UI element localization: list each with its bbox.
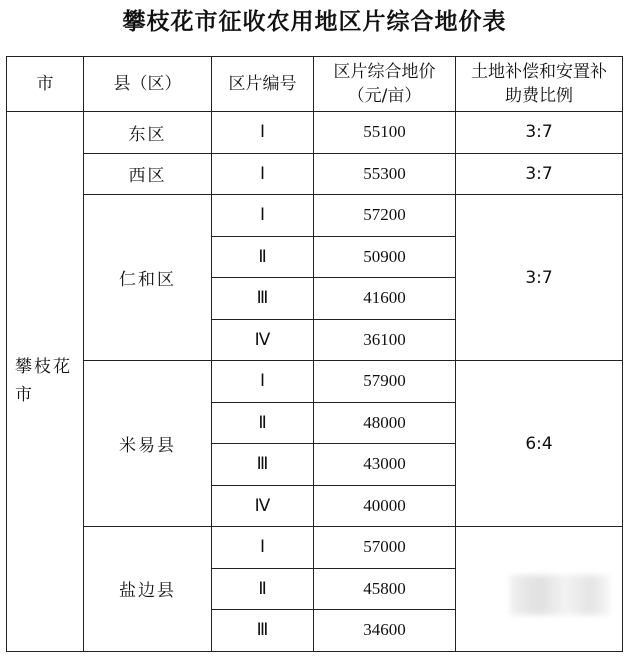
- zone-code-cell: Ⅰ: [212, 112, 314, 154]
- zone-code-cell: Ⅲ: [212, 610, 314, 652]
- header-price-line1: 区片综合地价: [333, 62, 436, 82]
- county-cell: 东区: [84, 112, 212, 154]
- zone-code-cell: Ⅲ: [212, 444, 314, 486]
- zone-code-cell: Ⅲ: [212, 278, 314, 320]
- price-cell: 48000: [314, 402, 456, 444]
- price-cell: 34600: [314, 610, 456, 652]
- city-name: 攀枝花市: [15, 357, 72, 406]
- price-cell: 55300: [314, 153, 456, 195]
- land-price-table: [6, 56, 623, 652]
- table-row: [7, 195, 623, 237]
- zone-code-cell: Ⅳ: [212, 485, 314, 527]
- county-cell: 盐边县: [84, 527, 212, 652]
- price-cell: 41600: [314, 278, 456, 320]
- header-ratio-line1: 土地补偿和安置补: [471, 62, 607, 82]
- header-price-line2: （元/亩）: [347, 86, 422, 106]
- header-zone-code: 区片编号: [212, 57, 314, 112]
- page-title: 攀枝花市征收农用地区片综合地价表: [122, 8, 507, 35]
- price-cell: 57900: [314, 361, 456, 403]
- zone-code-cell: Ⅰ: [212, 527, 314, 569]
- table-row: [7, 112, 623, 154]
- ratio-cell: 3:7: [456, 112, 623, 154]
- price-cell: 55100: [314, 112, 456, 154]
- price-cell: 57000: [314, 527, 456, 569]
- ratio-cell: 3:7: [456, 195, 623, 361]
- zone-code-cell: Ⅰ: [212, 361, 314, 403]
- city-cell: [7, 112, 84, 652]
- zone-code-cell: Ⅳ: [212, 319, 314, 361]
- ratio-cell: 6:4: [456, 361, 623, 527]
- table-row: [7, 153, 623, 195]
- price-cell: 36100: [314, 319, 456, 361]
- price-cell: 57200: [314, 195, 456, 237]
- header-ratio: [456, 57, 623, 112]
- table-body: [7, 112, 623, 652]
- zone-code-cell: Ⅱ: [212, 568, 314, 610]
- zone-code-cell: Ⅰ: [212, 195, 314, 237]
- price-cell: 50900: [314, 236, 456, 278]
- ratio-cell: 3:7: [456, 153, 623, 195]
- zone-code-cell: Ⅰ: [212, 153, 314, 195]
- blurred-watermark: [510, 575, 610, 615]
- table-row: [7, 361, 623, 403]
- table-row: [7, 527, 623, 569]
- header-ratio-line2: 助费比例: [505, 86, 573, 106]
- zone-code-cell: Ⅱ: [212, 402, 314, 444]
- table-header-row: [7, 57, 623, 112]
- price-cell: 43000: [314, 444, 456, 486]
- county-cell: 仁和区: [84, 195, 212, 361]
- header-price: [314, 57, 456, 112]
- price-cell: 45800: [314, 568, 456, 610]
- header-county: 县（区）: [84, 57, 212, 112]
- county-cell: 米易县: [84, 361, 212, 527]
- zone-code-cell: Ⅱ: [212, 236, 314, 278]
- price-cell: 40000: [314, 485, 456, 527]
- county-cell: 西区: [84, 153, 212, 195]
- header-city: 市: [7, 57, 84, 112]
